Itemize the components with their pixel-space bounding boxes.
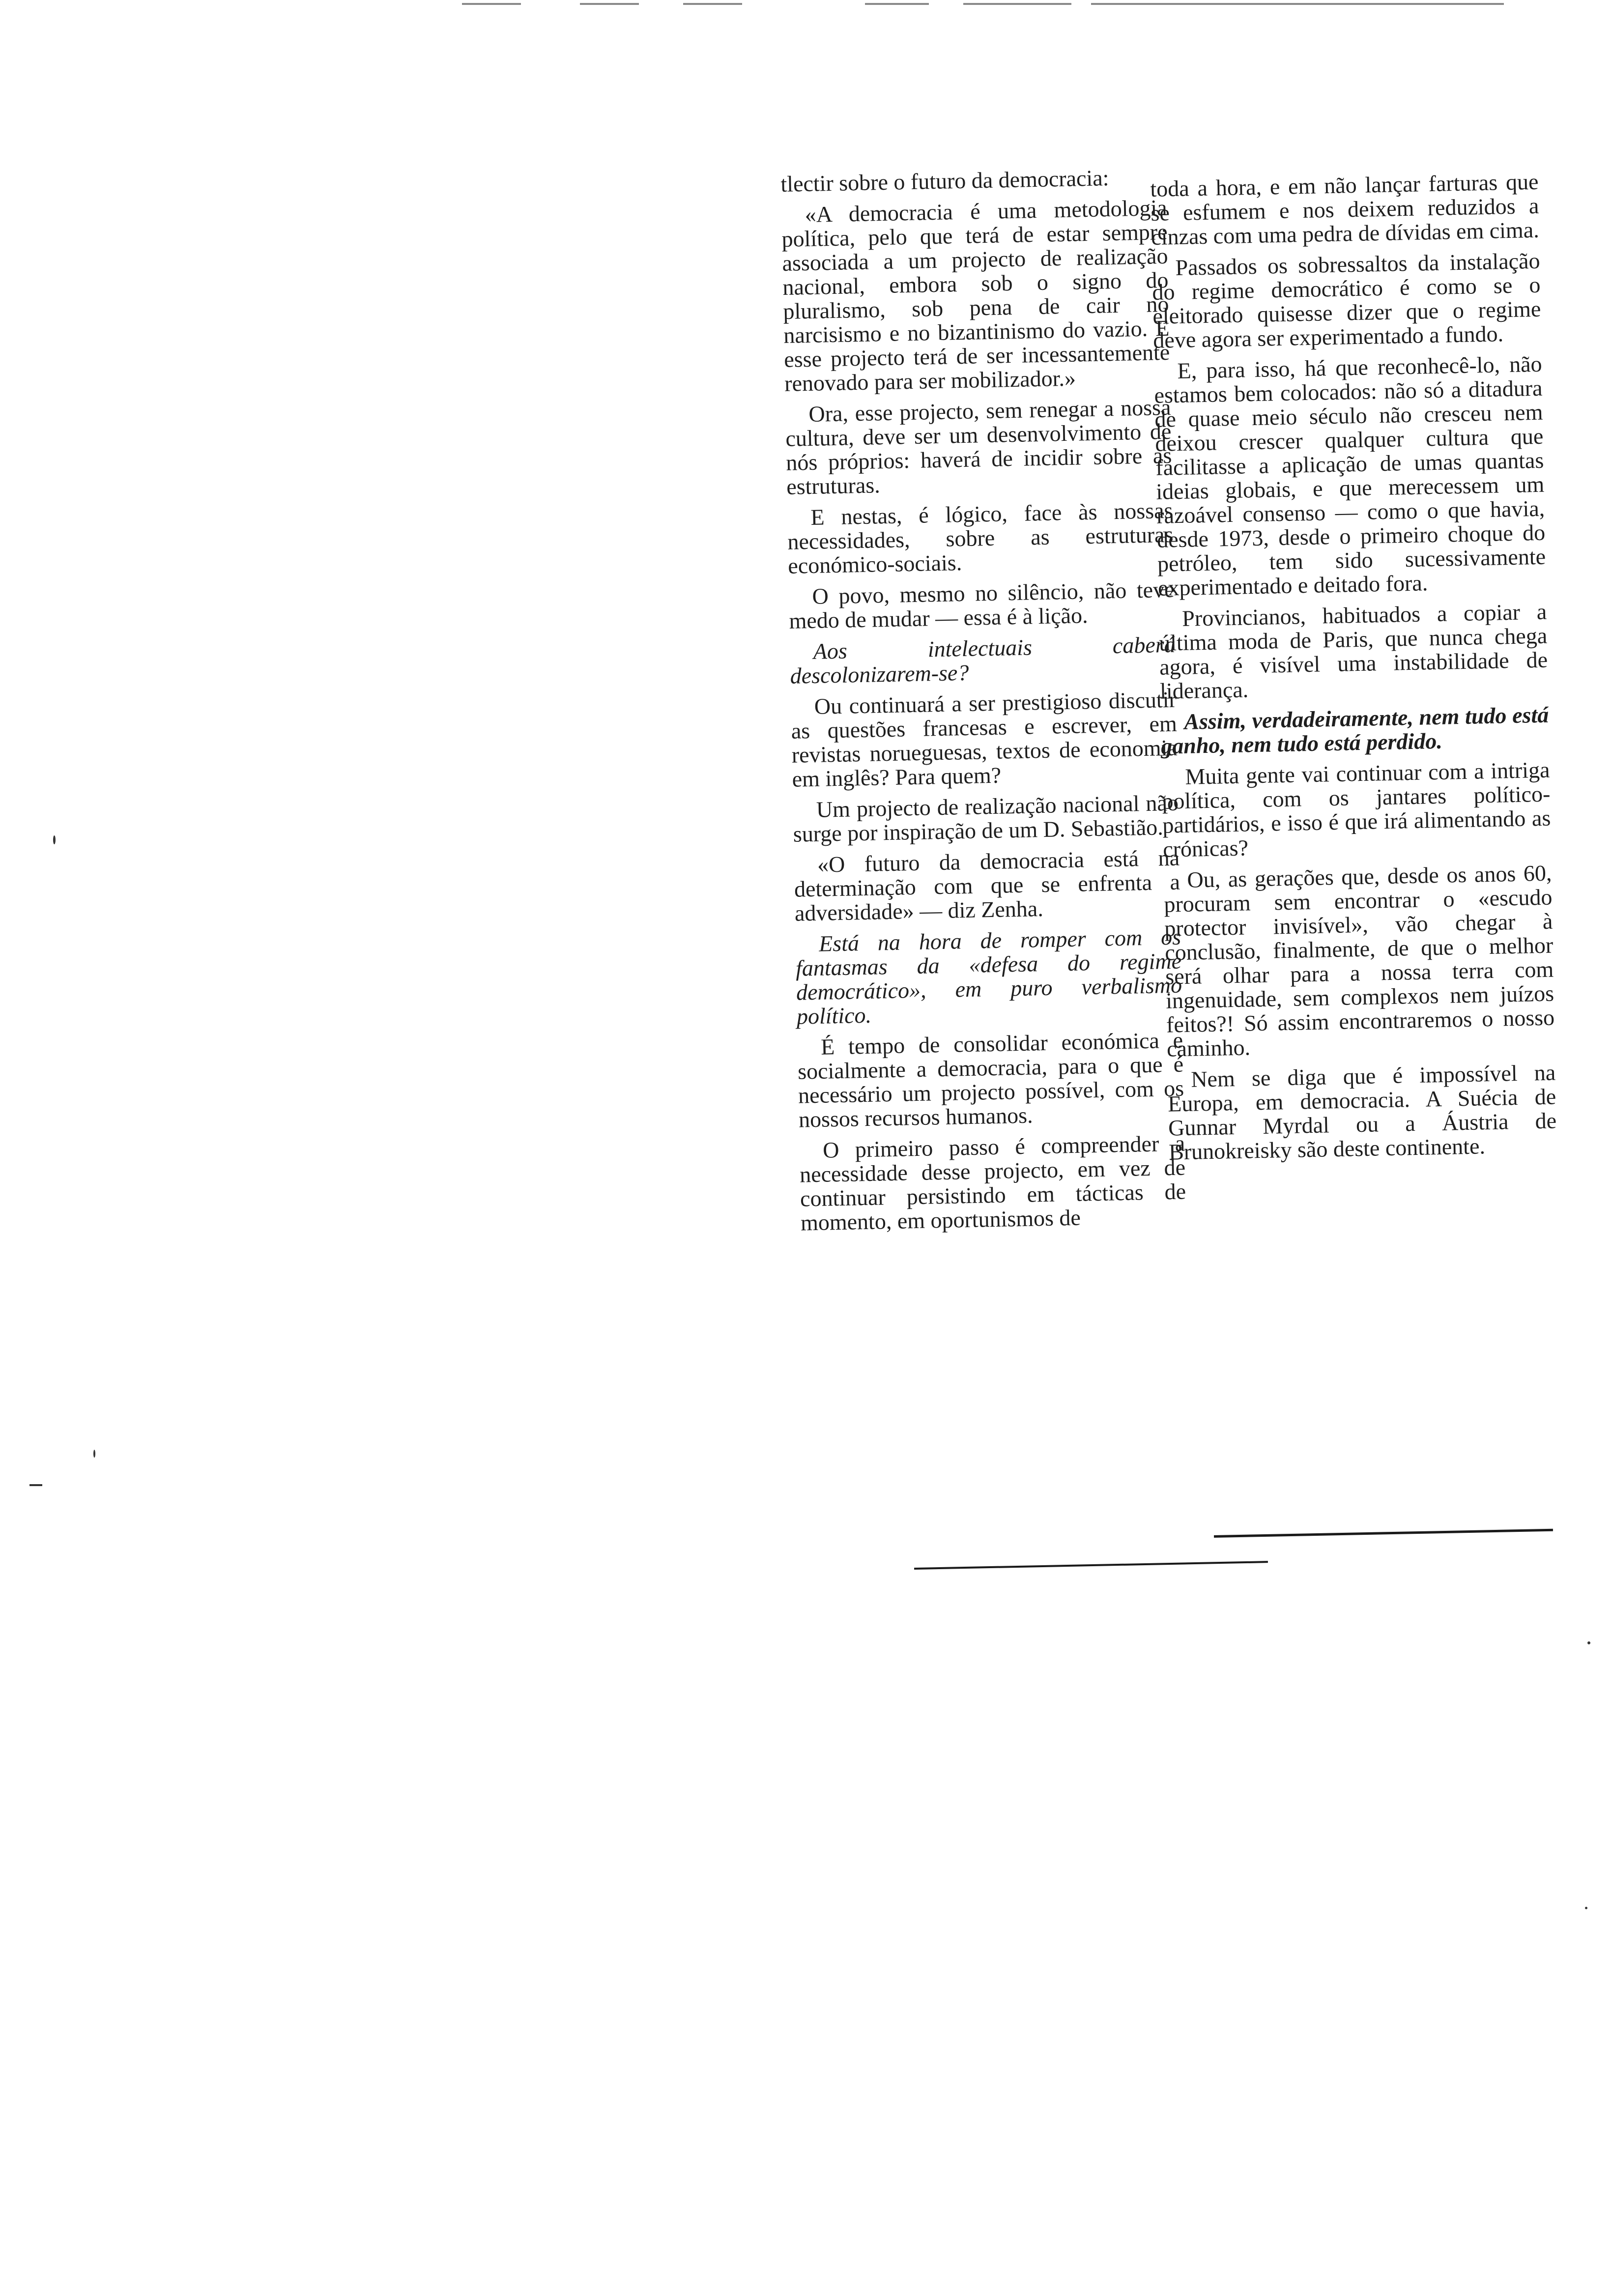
article-column-right (1150, 170, 1557, 1171)
scan-speck (53, 835, 56, 844)
article-paragraph: Ora, esse projecto, sem renegar a nossa cultura, deve ser um desenvolvimento de nós próprios: haverá de incidir sobre as estruturas. (785, 394, 1172, 499)
article-paragraph: Está na hora de romper com os fantasmas da «defesa do regime democrático», em puro verbalismo político. (795, 924, 1182, 1029)
article-paragraph: E, para isso, há que reconhecê-lo, não estamos bem colocados: não só a ditadura de quase meio século não cresceu nem deixou crescer qualquer cultura que facilitasse a aplicação de umas quantas ideias globais, e que merecessem um razoável consenso — como o que havia, desde 1973, desde o primeiro choque do petróleo, tem sido sucessivamente experimentado e deitado fora. (1154, 351, 1546, 601)
article-paragraph: tlectir sobre o futuro da democracia: (780, 165, 1109, 197)
article-paragraph: E nestas, é lógico, face às nossas necessidades, sobre as estruturas económico-sociais. (787, 497, 1174, 578)
scan-artifact-line (963, 3, 1071, 5)
article-paragraph: O primeiro passo é compreender a necessidade desse projecto, em vez de continuar persistindo em tácticas de momento, em oportunismos de (799, 1130, 1186, 1235)
article-paragraph: «O futuro da democracia está na determinação com que se enfrenta a adversidade» — diz Zenha. (794, 845, 1180, 926)
scan-speck (29, 1484, 42, 1486)
article-paragraph: Provincianos, habituados a copiar a última moda de Paris, que nunca chega agora, é visível uma instabilidade de liderança. (1158, 599, 1548, 704)
article-column-left (780, 165, 1187, 1242)
scan-speck (93, 1450, 95, 1458)
article-paragraph: O povo, mesmo no silêncio, não teve medo de mudar — essa é à lição. (789, 576, 1175, 633)
article-paragraph: Muita gente vai continuar com a intriga política, com os jantares político-partidários, e isso é que irá alimentando as crónicas? (1161, 757, 1551, 862)
column-end-rule (1214, 1529, 1553, 1538)
article-end-rule (914, 1561, 1268, 1570)
article-paragraph: Aos intelectuais caberá descolonizarem-se? (790, 631, 1176, 689)
scan-speck (1587, 1641, 1590, 1644)
article-paragraph: Ou continuará a ser prestigioso discutir as questões francesas e escrever, em revistas norueguesas, textos de economia em inglês? Para quem? (791, 687, 1178, 792)
scan-artifact-line (865, 3, 929, 5)
article-paragraph: Um projecto de realização nacional não surge por inspiração de um D. Sebastião. (793, 790, 1179, 847)
article-paragraph: Assim, verdadeiramente, nem tudo está ganho, nem tudo está perdido. (1160, 702, 1549, 759)
scan-artifact-line (580, 3, 639, 5)
article-paragraph: toda a hora, e em não lançar farturas que se esfumem e nos deixem reduzidos a cinzas com uma pedra de dívidas em cima. (1150, 169, 1540, 250)
scan-speck (1585, 1907, 1587, 1909)
scan-artifact-line (683, 3, 742, 5)
scan-artifact-line (1091, 3, 1504, 5)
article-paragraph: Nem se diga que é impossível na Europa, em democracia. A Suécia de Gunnar Myrdal ou a Áustria de Brunokreisky são deste continente. (1167, 1060, 1557, 1165)
article-paragraph: É tempo de consolidar económica e socialmente a democracia, para o que é necessário um projecto possível, com os nossos recursos humanos. (797, 1027, 1184, 1132)
article-paragraph: Passados os sobressaltos da instalação do regime democrático é como se o eleitorado quisesse dizer que o regime deve agora ser experimentado a fundo. (1152, 248, 1541, 353)
article-paragraph: Ou, as gerações que, desde os anos 60, procuram sem encontrar o «escudo protector invisível», vão chegar à conclusão, finalmente, de que o melhor será olhar para a nossa terra com ingenuidade, sem complexos nem juízos feitos?! Só assim encontraremos o nosso caminho. (1163, 860, 1555, 1062)
scan-artifact-line (462, 3, 521, 5)
article-paragraph: «A democracia é uma metodologia política, pelo que terá de estar sempre associada a um projecto de realização nacional, embora sob o signo do pluralismo, sob pena de cair no narcisismo e no bizantinismo do vazio. E esse projecto terá de ser incessantemente renovado para ser mobilizador.» (781, 195, 1170, 396)
